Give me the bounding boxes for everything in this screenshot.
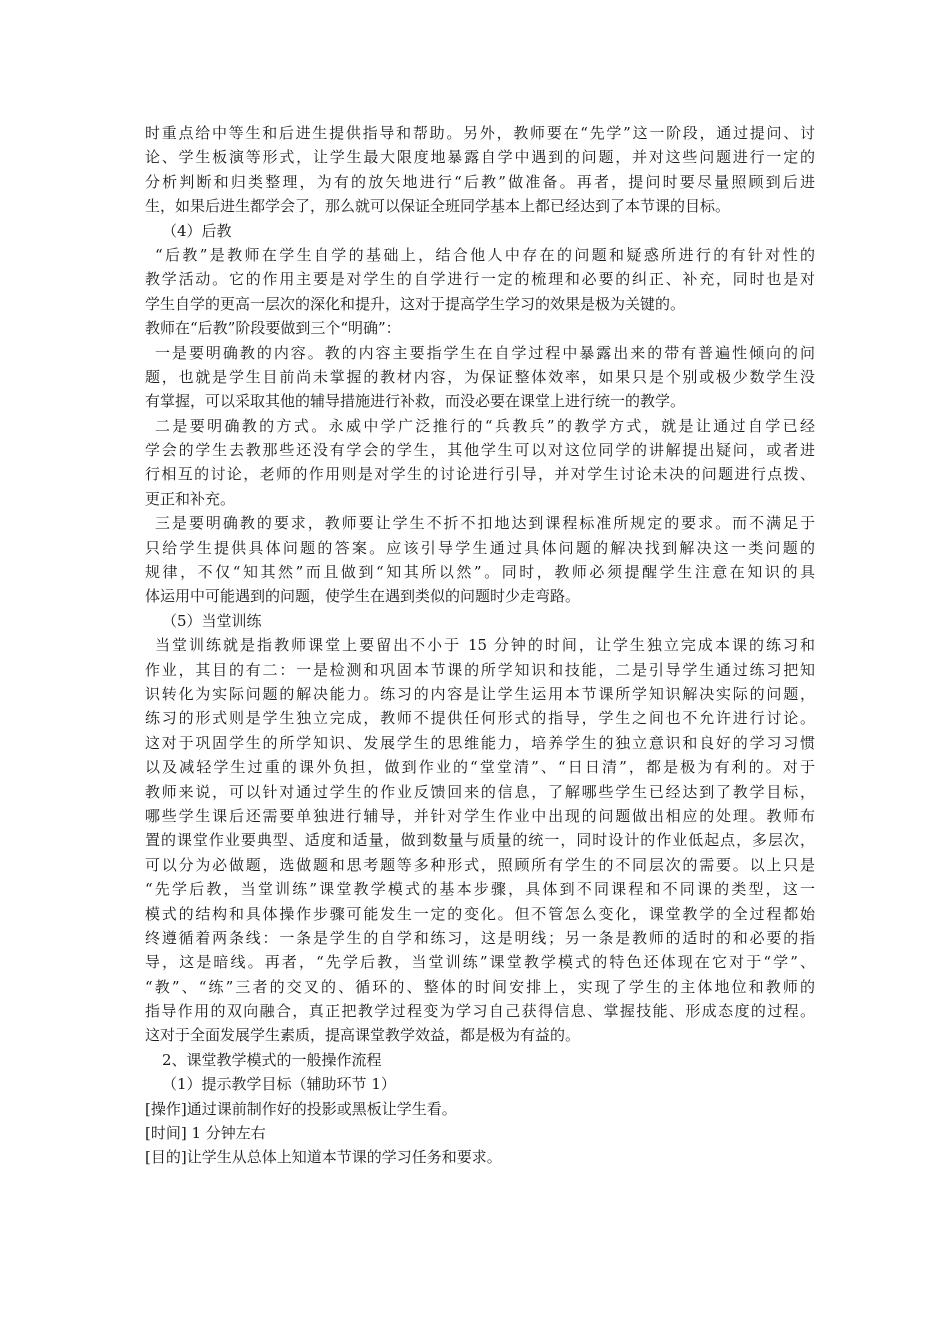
text-line: 2、课堂教学模式的一般操作流程	[162, 1050, 382, 1069]
text-line: 指导作用的双向融合，真正把教学过程变为学习自己获得信息、掌握技能、形成态度的过程。	[145, 1002, 815, 1021]
text-line: 练习的形式则是学生独立完成，教师不提供任何形式的指导，学生之间也不允许进行讨论。	[145, 709, 815, 728]
text-line: 识转化为实际问题的解决能力。练习的内容是让学生运用本节课所学知识解决实际的问题，	[145, 684, 815, 703]
text-line: （1）提示教学目标（辅助环节 1）	[162, 1075, 396, 1094]
text-line: 教师在“后教”阶段要做到三个“明确”：	[145, 319, 401, 338]
text-line: 教师来说，可以针对通过学生的作业反馈回来的信息，了解哪些学生已经达到了教学目标，	[145, 782, 815, 801]
text-line: 这对于巩固学生的所学知识、发展学生的思维能力，培养学生的独立意识和良好的学习习惯	[145, 733, 815, 752]
text-line: 有掌握，可以采取其他的辅导措施进行补救，而没必要在课堂上进行统一的教学。	[145, 392, 686, 411]
text-line: 当堂训练就是指教师课堂上要留出不小于 15 分钟的时间，让学生独立完成本课的练习和	[155, 636, 815, 655]
text-line: 分析判断和归类整理，为有的放矢地进行“后教”做准备。再者，提问时要尽量照顾到后进	[145, 172, 815, 191]
text-line: 三是要明确教的要求，教师要让学生不折不扣地达到课程标准所规定的要求。而不满足于	[155, 514, 815, 533]
text-line: 二是要明确教的方式。永威中学广泛推行的“兵教兵”的教学方式，就是让通过自学已经	[155, 416, 815, 435]
text-line: “先学后教，当堂训练”课堂教学模式的基本步骤，具体到不同课程和不同课的类型，这一	[145, 880, 815, 899]
text-line: [操作]通过课前制作好的投影或黑板让学生看。	[145, 1099, 457, 1118]
text-line: 更正和补充。	[145, 489, 236, 508]
text-line: 哪些学生课后还需要单独进行辅导，并针对学生作业中出现的问题做出相应的处理。教师布	[145, 806, 815, 825]
text-line: 时重点给中等生和后进生提供指导和帮助。另外，教师要在“先学”这一阶段，通过提问、讨	[145, 124, 815, 142]
text-line: 论、学生板演等形式，让学生最大限度地暴露自学中遇到的问题，并对这些问题进行一定的	[145, 148, 815, 167]
text-line: 这对于全面发展学生素质，提高课堂教学效益，都是极为有益的。	[145, 1026, 581, 1045]
text-line: （4）后教	[162, 221, 232, 240]
document-page	[145, 121, 815, 1170]
text-line: 学生自学的更高一层次的深化和提升，这对于提高学生学习的效果是极为关键的。	[145, 294, 686, 313]
text-line: 置的课堂作业要典型、适度和适量，做到数量与质量的统一，同时设计的作业低起点，多层次，	[145, 831, 815, 850]
text-line: 体运用中可能遇到的问题，使学生在遇到类似的问题时少走弯路。	[145, 587, 581, 606]
text-line: 教学活动。它的作用主要是对学生的自学进行一定的梳理和必要的纠正、补充，同时也是对	[145, 270, 815, 289]
text-line: 生，如果后进生都学会了，那么就可以保证全班同学基本上都已经达到了本节课的目标。	[145, 197, 731, 216]
text-line: 一是要明确教的内容。教的内容主要指学生在自学过程中暴露出来的带有普遍性倾向的问	[155, 343, 815, 362]
text-line: 题，也就是学生目前尚未掌握的教材内容，为保证整体效率，如果只是个别或极少数学生没	[145, 367, 815, 386]
text-line: 模式的结构和具体操作步骤可能发生一定的变化。但不管怎么变化，课堂教学的全过程都始	[145, 904, 815, 923]
text-line: 规律，不仅“知其然”而且做到“知其所以然”。同时，教师必须提醒学生注意在知识的具	[145, 563, 815, 582]
text-line: 学会的学生去教那些还没有学会的学生，其他学生可以对这位同学的讲解提出疑问，或者进	[145, 441, 815, 460]
text-line: 可以分为必做题，选做题和思考题等多种形式，照顾所有学生的不同层次的需要。以上只是	[145, 855, 815, 874]
text-line: 终遵循着两条线：一条是学生的自学和练习，这是明线；另一条是教师的适时的和必要的指	[145, 928, 815, 947]
text-line: [时间] 1 分钟左右	[145, 1124, 266, 1143]
text-line: （5）当堂训练	[162, 611, 262, 630]
text-line: 只给学生提供具体问题的答案。应该引导学生通过具体问题的解决找到解决这一类问题的	[145, 538, 815, 557]
text-line: “后教”是教师在学生自学的基础上，结合他人中存在的问题和疑惑所进行的有针对性的	[155, 245, 815, 264]
text-line: “教”、“练”三者的交叉的、循环的、整体的时间安排上，实现了学生的主体地位和教师的	[145, 977, 815, 996]
text-line: 导，这是暗线。再者，“先学后教，当堂训练”课堂教学模式的特色还体现在它对于“学”、	[145, 953, 815, 972]
text-line: 行相互的讨论，老师的作用则是对学生的讨论进行引导，并对学生讨论未决的问题进行点拨、	[145, 465, 815, 484]
text-line: 以及减轻学生过重的课外负担，做到作业的“堂堂清”、“日日清”，都是极为有利的。对于	[145, 758, 815, 777]
text-line: 作业，其目的有二：一是检测和巩固本节课的所学知识和技能，二是引导学生通过练习把知	[145, 660, 815, 679]
text-line: [目的]让学生从总体上知道本节课的学习任务和要求。	[145, 1148, 502, 1167]
